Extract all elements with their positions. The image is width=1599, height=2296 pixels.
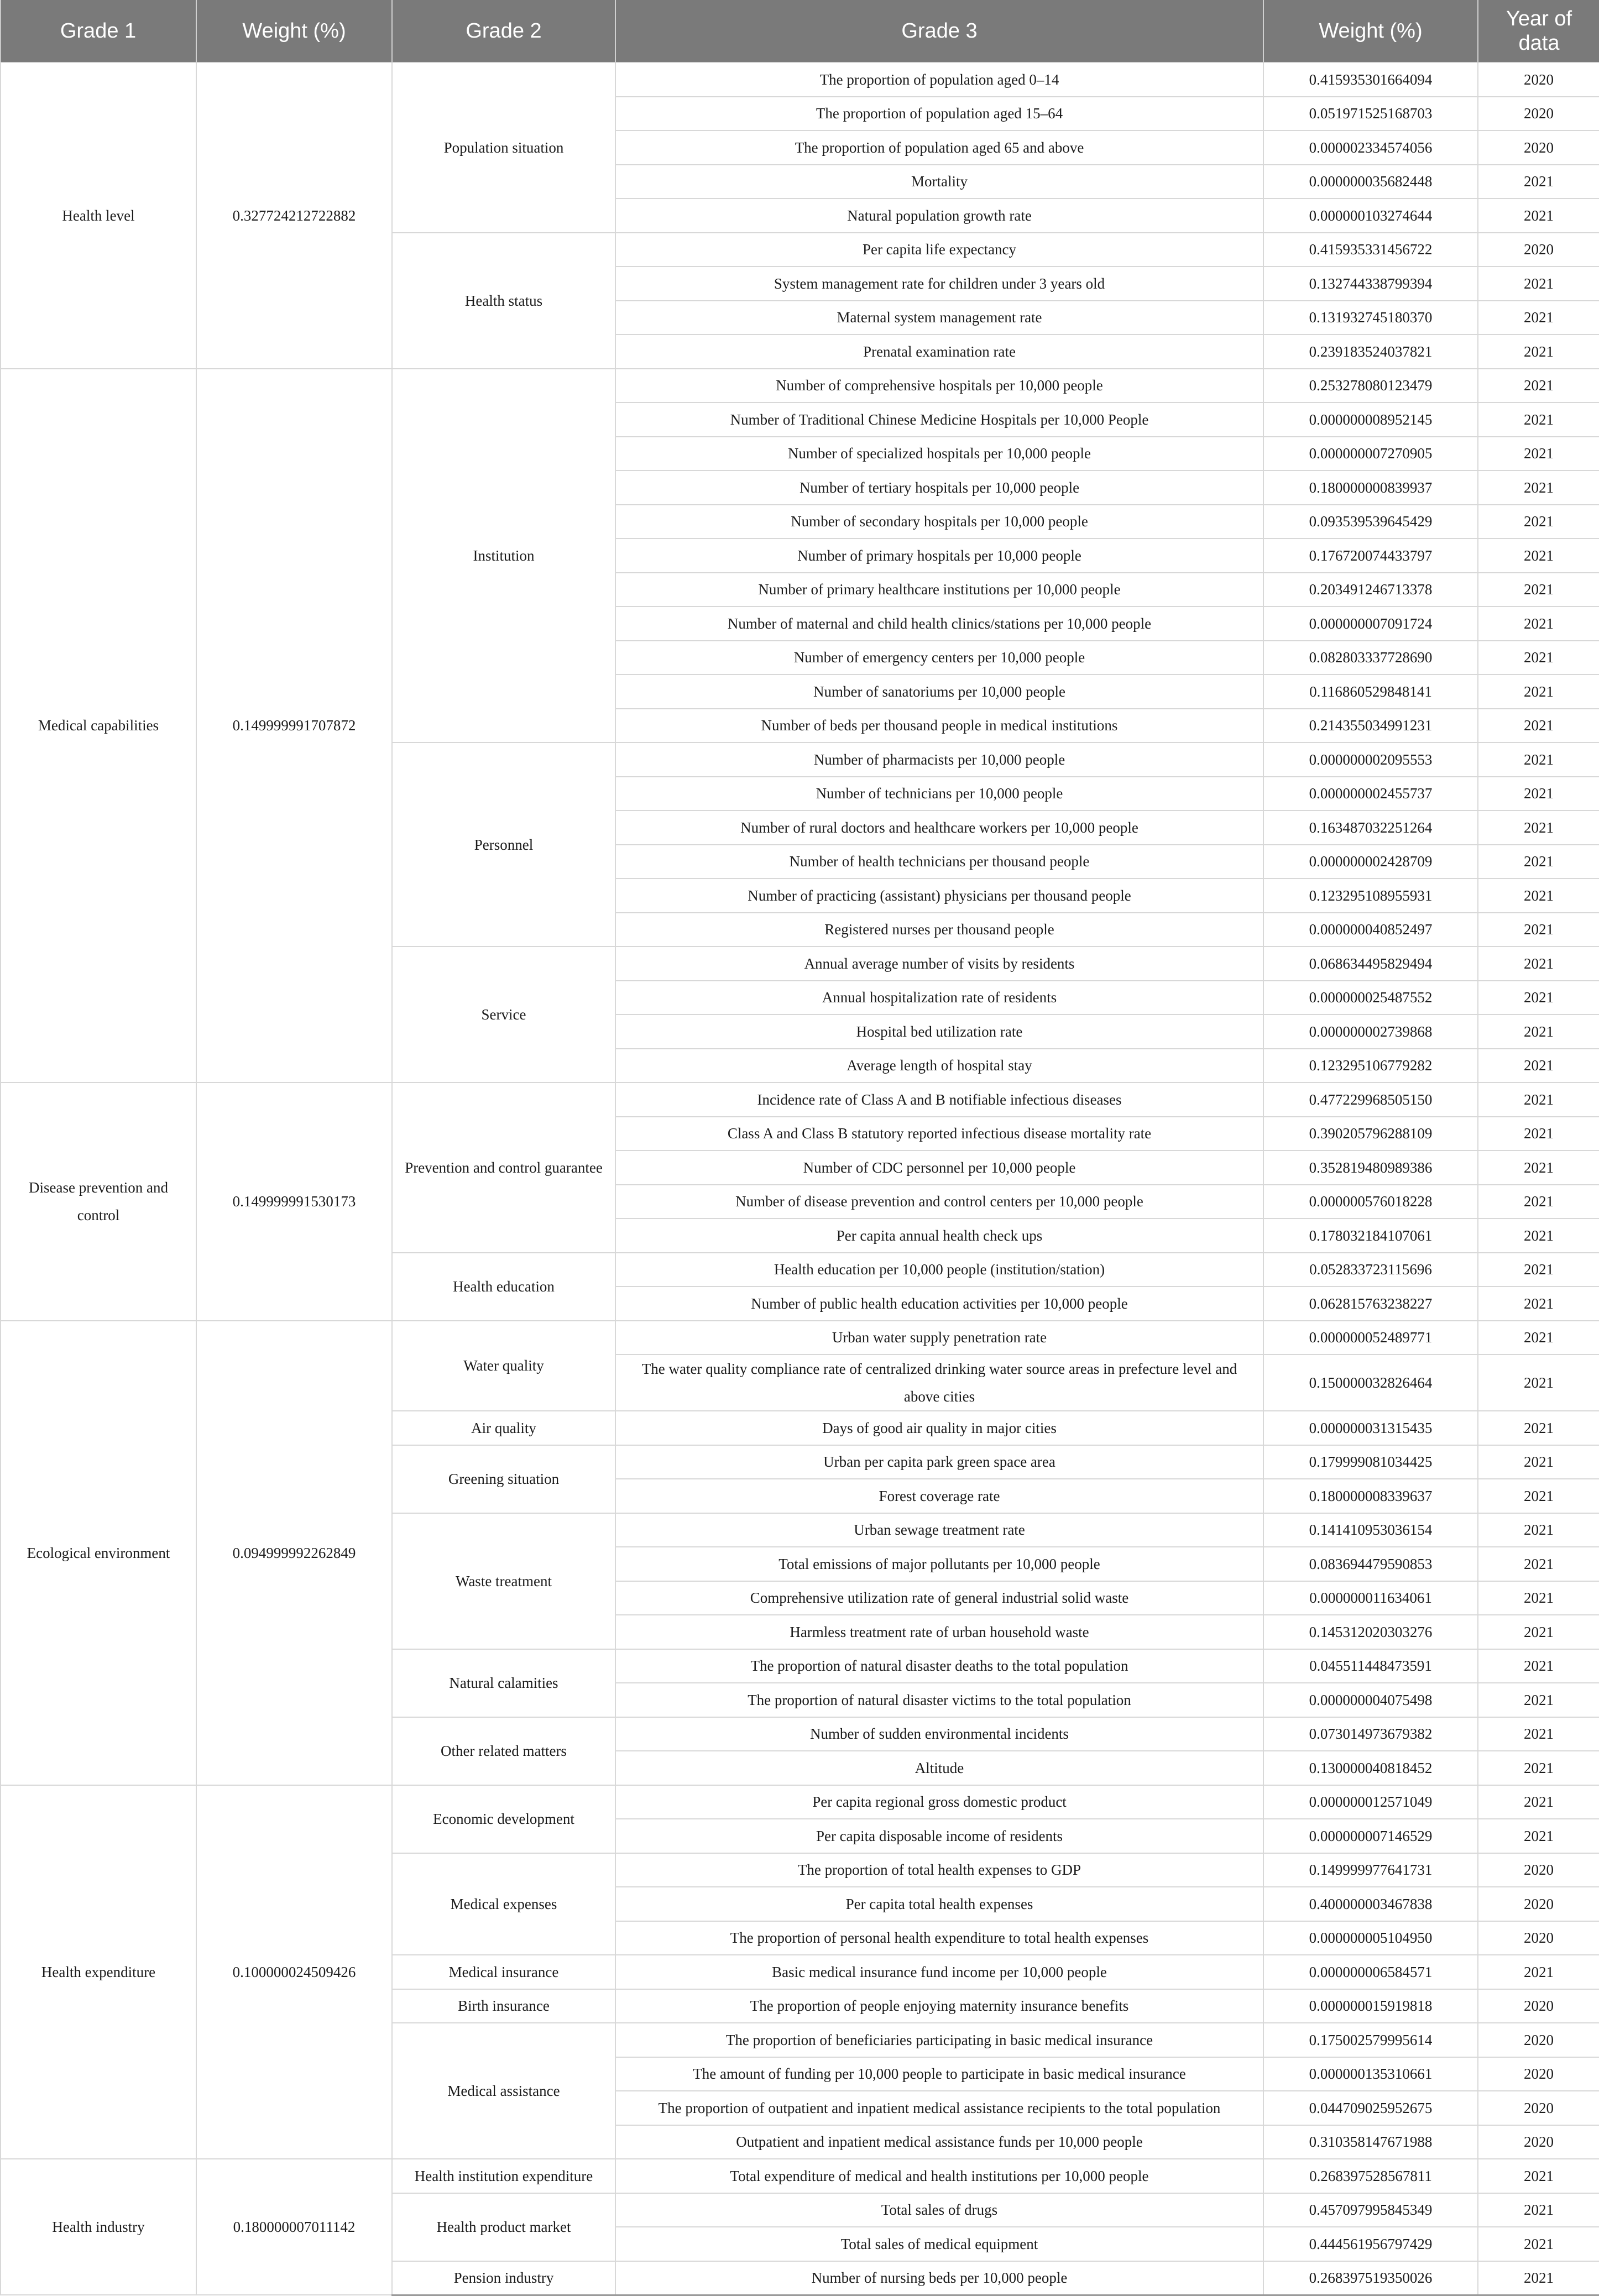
grade3-cell: The water quality compliance rate of centralized drinking water source areas in prefecture level and above cities — [615, 1354, 1263, 1411]
grade3-cell: Days of good air quality in major cities — [615, 1411, 1263, 1445]
grade3-weight-cell: 0.400000003467838 — [1263, 1887, 1478, 1921]
grade3-cell: Number of maternal and child health clinics/stations per 10,000 people — [615, 606, 1263, 641]
grade3-cell: Total expenditure of medical and health institutions per 10,000 people — [615, 2159, 1263, 2193]
grade3-weight-cell: 0.150000032826464 — [1263, 1354, 1478, 1411]
grade3-cell: Class A and Class B statutory reported infectious disease mortality rate — [615, 1117, 1263, 1151]
grade3-weight-cell: 0.000000015919818 — [1263, 1989, 1478, 2023]
year-cell: 2021 — [1478, 1253, 1599, 1287]
year-cell: 2021 — [1478, 946, 1599, 981]
year-cell: 2021 — [1478, 981, 1599, 1015]
year-cell: 2021 — [1478, 1785, 1599, 1819]
year-cell: 2021 — [1478, 1513, 1599, 1547]
year-cell: 2021 — [1478, 1751, 1599, 1785]
grade1-cell: Health expenditure — [1, 1785, 196, 2159]
grade3-cell: Registered nurses per thousand people — [615, 913, 1263, 947]
year-cell: 2021 — [1478, 1411, 1599, 1445]
year-cell: 2020 — [1478, 1989, 1599, 2023]
year-cell: 2021 — [1478, 334, 1599, 369]
grade2-cell: Other related matters — [392, 1717, 615, 1785]
grade3-cell: Number of beds per thousand people in medical institutions — [615, 709, 1263, 743]
grade3-weight-cell: 0.268397519350026 — [1263, 2261, 1478, 2295]
grade3-cell: Per capita disposable income of residents — [615, 1819, 1263, 1853]
grade2-cell: Medical expenses — [392, 1853, 615, 1955]
grade3-cell: The amount of funding per 10,000 people to participate in basic medical insurance — [615, 2057, 1263, 2091]
grade3-weight-cell: 0.132744338799394 — [1263, 266, 1478, 301]
header-weight3: Weight (%) — [1263, 0, 1478, 62]
year-cell: 2021 — [1478, 606, 1599, 641]
grade3-cell: Number of practicing (assistant) physicians per thousand people — [615, 878, 1263, 913]
grade2-cell: Birth insurance — [392, 1989, 615, 2023]
grade3-weight-cell: 0.000000005104950 — [1263, 1921, 1478, 1955]
grade3-cell: Urban per capita park green space area — [615, 1445, 1263, 1479]
grade3-weight-cell: 0.093539539645429 — [1263, 505, 1478, 539]
year-cell: 2021 — [1478, 505, 1599, 539]
grade3-cell: The proportion of natural disaster victims to the total population — [615, 1683, 1263, 1717]
grade3-weight-cell: 0.268397528567811 — [1263, 2159, 1478, 2193]
grade3-weight-cell: 0.444561956797429 — [1263, 2227, 1478, 2261]
grade2-cell: Population situation — [392, 62, 615, 233]
grade3-weight-cell: 0.045511448473591 — [1263, 1649, 1478, 1683]
year-cell: 2021 — [1478, 777, 1599, 811]
year-cell: 2021 — [1478, 573, 1599, 607]
year-cell: 2021 — [1478, 2227, 1599, 2261]
year-cell: 2021 — [1478, 1321, 1599, 1355]
grade3-cell: The proportion of population aged 15–64 — [615, 97, 1263, 131]
grade2-cell: Health product market — [392, 2193, 615, 2261]
year-cell: 2020 — [1478, 2125, 1599, 2159]
grade3-weight-cell: 0.052833723115696 — [1263, 1253, 1478, 1287]
year-cell: 2021 — [1478, 1547, 1599, 1581]
grade3-weight-cell: 0.352819480989386 — [1263, 1150, 1478, 1185]
year-cell: 2020 — [1478, 1921, 1599, 1955]
grade3-cell: Urban sewage treatment rate — [615, 1513, 1263, 1547]
grade3-cell: Number of primary healthcare institutions per 10,000 people — [615, 573, 1263, 607]
grade3-weight-cell: 0.253278080123479 — [1263, 369, 1478, 403]
grade1-cell: Medical capabilities — [1, 369, 196, 1083]
grade3-cell: The proportion of total health expenses to GDP — [615, 1853, 1263, 1887]
year-cell: 2021 — [1478, 1082, 1599, 1117]
year-cell: 2021 — [1478, 2261, 1599, 2295]
grade1-weight-cell: 0.180000007011142 — [196, 2159, 392, 2295]
grade3-cell: Number of sanatoriums per 10,000 people — [615, 674, 1263, 709]
grade3-cell: Per capita annual health check ups — [615, 1218, 1263, 1253]
grade3-weight-cell: 0.000000007091724 — [1263, 606, 1478, 641]
year-cell: 2021 — [1478, 1649, 1599, 1683]
header-grade2: Grade 2 — [392, 0, 615, 62]
grade3-weight-cell: 0.000000052489771 — [1263, 1321, 1478, 1355]
header-year: Year of data — [1478, 0, 1599, 62]
grade3-cell: The proportion of population aged 0–14 — [615, 62, 1263, 97]
grade3-weight-cell: 0.000000040852497 — [1263, 913, 1478, 947]
grade3-weight-cell: 0.123295108955931 — [1263, 878, 1478, 913]
table-row — [1, 1321, 1599, 1355]
grade3-cell: Per capita total health expenses — [615, 1887, 1263, 1921]
grade2-cell: Pension industry — [392, 2261, 615, 2295]
grade2-cell: Personnel — [392, 742, 615, 946]
year-cell: 2021 — [1478, 1117, 1599, 1151]
grade3-weight-cell: 0.175002579995614 — [1263, 2023, 1478, 2057]
table-body — [1, 62, 1599, 2295]
grade3-weight-cell: 0.415935331456722 — [1263, 233, 1478, 267]
table-row — [1, 1082, 1599, 1117]
year-cell: 2021 — [1478, 1445, 1599, 1479]
grade3-weight-cell: 0.000000002455737 — [1263, 777, 1478, 811]
table-row — [1, 369, 1599, 403]
grade3-weight-cell: 0.179999081034425 — [1263, 1445, 1478, 1479]
grade3-weight-cell: 0.051971525168703 — [1263, 97, 1478, 131]
grade3-weight-cell: 0.000002334574056 — [1263, 130, 1478, 165]
grade3-cell: Number of comprehensive hospitals per 10,000 people — [615, 369, 1263, 403]
year-cell: 2021 — [1478, 810, 1599, 845]
year-cell: 2020 — [1478, 2057, 1599, 2091]
year-cell: 2021 — [1478, 1955, 1599, 1989]
grade3-cell: The proportion of people enjoying maternity insurance benefits — [615, 1989, 1263, 2023]
grade2-cell: Institution — [392, 369, 615, 743]
grade3-cell: Number of specialized hospitals per 10,000 people — [615, 437, 1263, 471]
grade3-cell: Number of disease prevention and control centers per 10,000 people — [615, 1185, 1263, 1219]
year-cell: 2021 — [1478, 913, 1599, 947]
grade2-cell: Natural calamities — [392, 1649, 615, 1717]
grade3-weight-cell: 0.000000007146529 — [1263, 1819, 1478, 1853]
grade3-weight-cell: 0.000000002739868 — [1263, 1014, 1478, 1049]
grade2-cell: Service — [392, 946, 615, 1082]
grade3-weight-cell: 0.000000006584571 — [1263, 1955, 1478, 1989]
grade3-weight-cell: 0.457097995845349 — [1263, 2193, 1478, 2227]
grade3-weight-cell: 0.000000011634061 — [1263, 1581, 1478, 1615]
grade3-cell: Number of Traditional Chinese Medicine Hospitals per 10,000 People — [615, 402, 1263, 437]
grade3-cell: Prenatal examination rate — [615, 334, 1263, 369]
year-cell: 2021 — [1478, 2193, 1599, 2227]
year-cell: 2021 — [1478, 1615, 1599, 1649]
grade3-cell: Maternal system management rate — [615, 301, 1263, 335]
grade3-cell: Number of pharmacists per 10,000 people — [615, 742, 1263, 777]
grade3-cell: The proportion of beneficiaries participating in basic medical insurance — [615, 2023, 1263, 2057]
grade1-cell: Health level — [1, 62, 196, 369]
grade3-weight-cell: 0.180000008339637 — [1263, 1479, 1478, 1513]
grade3-cell: The proportion of natural disaster deaths to the total population — [615, 1649, 1263, 1683]
grade3-weight-cell: 0.415935301664094 — [1263, 62, 1478, 97]
grade2-cell: Prevention and control guarantee — [392, 1082, 615, 1253]
grade3-cell: Hospital bed utilization rate — [615, 1014, 1263, 1049]
grade2-cell: Greening situation — [392, 1445, 615, 1513]
grade3-weight-cell: 0.000000035682448 — [1263, 165, 1478, 199]
grade1-weight-cell: 0.094999992262849 — [196, 1321, 392, 1785]
year-cell: 2020 — [1478, 97, 1599, 131]
year-cell: 2021 — [1478, 1819, 1599, 1853]
grade2-cell: Waste treatment — [392, 1513, 615, 1649]
grade3-weight-cell: 0.082803337728690 — [1263, 641, 1478, 675]
grade3-weight-cell: 0.214355034991231 — [1263, 709, 1478, 743]
year-cell: 2021 — [1478, 1014, 1599, 1049]
grade3-cell: Total sales of drugs — [615, 2193, 1263, 2227]
year-cell: 2021 — [1478, 1150, 1599, 1185]
grade3-weight-cell: 0.180000000839937 — [1263, 470, 1478, 505]
grade1-weight-cell: 0.100000024509426 — [196, 1785, 392, 2159]
year-cell: 2021 — [1478, 1717, 1599, 1751]
grade2-cell: Water quality — [392, 1321, 615, 1411]
year-cell: 2021 — [1478, 538, 1599, 573]
year-cell: 2021 — [1478, 1354, 1599, 1411]
grade3-cell: Number of CDC personnel per 10,000 people — [615, 1150, 1263, 1185]
table-row — [1, 62, 1599, 97]
grade1-weight-cell: 0.149999991530173 — [196, 1082, 392, 1321]
year-cell: 2021 — [1478, 437, 1599, 471]
year-cell: 2020 — [1478, 2091, 1599, 2125]
grade2-cell: Medical assistance — [392, 2023, 615, 2159]
year-cell: 2021 — [1478, 1218, 1599, 1253]
grade3-weight-cell: 0.000000135310661 — [1263, 2057, 1478, 2091]
year-cell: 2020 — [1478, 130, 1599, 165]
grade1-cell: Disease prevention and control — [1, 1082, 196, 1321]
grade1-weight-cell: 0.327724212722882 — [196, 62, 392, 369]
grade3-cell: The proportion of personal health expenditure to total health expenses — [615, 1921, 1263, 1955]
grade3-cell: Mortality — [615, 165, 1263, 199]
grade3-weight-cell: 0.477229968505150 — [1263, 1082, 1478, 1117]
grade3-weight-cell: 0.000000008952145 — [1263, 402, 1478, 437]
grade3-cell: Number of secondary hospitals per 10,000 people — [615, 505, 1263, 539]
grade3-cell: Basic medical insurance fund income per 10,000 people — [615, 1955, 1263, 1989]
grade3-weight-cell: 0.000000012571049 — [1263, 1785, 1478, 1819]
year-cell: 2021 — [1478, 709, 1599, 743]
grade3-weight-cell: 0.000000103274644 — [1263, 198, 1478, 233]
grade3-cell: The proportion of outpatient and inpatient medical assistance recipients to the total population — [615, 2091, 1263, 2125]
grade3-cell: Average length of hospital stay — [615, 1049, 1263, 1083]
year-cell: 2021 — [1478, 165, 1599, 199]
grade3-cell: Per capita life expectancy — [615, 233, 1263, 267]
grade3-weight-cell: 0.141410953036154 — [1263, 1513, 1478, 1547]
grade3-cell: Comprehensive utilization rate of general industrial solid waste — [615, 1581, 1263, 1615]
grade3-weight-cell: 0.000000004075498 — [1263, 1683, 1478, 1717]
year-cell: 2021 — [1478, 1286, 1599, 1321]
year-cell: 2021 — [1478, 1049, 1599, 1083]
table-row — [1, 1785, 1599, 1819]
grade2-cell: Economic development — [392, 1785, 615, 1853]
grade1-cell: Health industry — [1, 2159, 196, 2295]
grade3-cell: Number of sudden environmental incidents — [615, 1717, 1263, 1751]
grade3-weight-cell: 0.116860529848141 — [1263, 674, 1478, 709]
grade3-weight-cell: 0.062815763238227 — [1263, 1286, 1478, 1321]
grade3-weight-cell: 0.068634495829494 — [1263, 946, 1478, 981]
grade3-cell: Forest coverage rate — [615, 1479, 1263, 1513]
grade3-weight-cell: 0.083694479590853 — [1263, 1547, 1478, 1581]
grade3-weight-cell: 0.000000007270905 — [1263, 437, 1478, 471]
year-cell: 2021 — [1478, 742, 1599, 777]
year-cell: 2020 — [1478, 233, 1599, 267]
grade3-cell: Annual average number of visits by residents — [615, 946, 1263, 981]
grade3-weight-cell: 0.310358147671988 — [1263, 2125, 1478, 2159]
grade3-cell: Natural population growth rate — [615, 198, 1263, 233]
grade3-weight-cell: 0.123295106779282 — [1263, 1049, 1478, 1083]
year-cell: 2021 — [1478, 845, 1599, 879]
grade3-cell: Per capita regional gross domestic product — [615, 1785, 1263, 1819]
year-cell: 2021 — [1478, 402, 1599, 437]
year-cell: 2021 — [1478, 470, 1599, 505]
grade1-cell: Ecological environment — [1, 1321, 196, 1785]
grade3-weight-cell: 0.000000576018228 — [1263, 1185, 1478, 1219]
year-cell: 2020 — [1478, 2023, 1599, 2057]
table-row — [1, 2159, 1599, 2193]
grade3-cell: Altitude — [615, 1751, 1263, 1785]
grade3-cell: Number of primary hospitals per 10,000 people — [615, 538, 1263, 573]
grade3-weight-cell: 0.176720074433797 — [1263, 538, 1478, 573]
grade3-cell: System management rate for children under 3 years old — [615, 266, 1263, 301]
year-cell: 2021 — [1478, 369, 1599, 403]
grade1-weight-cell: 0.149999991707872 — [196, 369, 392, 1083]
grade3-weight-cell: 0.390205796288109 — [1263, 1117, 1478, 1151]
grade3-cell: Number of health technicians per thousand people — [615, 845, 1263, 879]
year-cell: 2021 — [1478, 674, 1599, 709]
year-cell: 2021 — [1478, 301, 1599, 335]
grade3-cell: Incidence rate of Class A and B notifiable infectious diseases — [615, 1082, 1263, 1117]
grade2-cell: Air quality — [392, 1411, 615, 1445]
grade2-cell: Health education — [392, 1253, 615, 1321]
grade3-cell: Number of tertiary hospitals per 10,000 people — [615, 470, 1263, 505]
year-cell: 2020 — [1478, 1853, 1599, 1887]
year-cell: 2021 — [1478, 878, 1599, 913]
grade3-cell: Number of public health education activities per 10,000 people — [615, 1286, 1263, 1321]
grade3-weight-cell: 0.163487032251264 — [1263, 810, 1478, 845]
header-weight1: Weight (%) — [196, 0, 392, 62]
year-cell: 2020 — [1478, 62, 1599, 97]
grade3-weight-cell: 0.000000002428709 — [1263, 845, 1478, 879]
grade3-cell: Number of technicians per 10,000 people — [615, 777, 1263, 811]
year-cell: 2021 — [1478, 1683, 1599, 1717]
grade3-cell: Harmless treatment rate of urban household waste — [615, 1615, 1263, 1649]
grade3-weight-cell: 0.203491246713378 — [1263, 573, 1478, 607]
year-cell: 2021 — [1478, 2159, 1599, 2193]
year-cell: 2021 — [1478, 266, 1599, 301]
grade3-cell: Outpatient and inpatient medical assistance funds per 10,000 people — [615, 2125, 1263, 2159]
grade3-cell: Total emissions of major pollutants per 10,000 people — [615, 1547, 1263, 1581]
grade3-cell: Total sales of medical equipment — [615, 2227, 1263, 2261]
grade3-cell: Number of nursing beds per 10,000 people — [615, 2261, 1263, 2295]
grade3-cell: Urban water supply penetration rate — [615, 1321, 1263, 1355]
year-cell: 2020 — [1478, 1887, 1599, 1921]
grade3-weight-cell: 0.000000002095553 — [1263, 742, 1478, 777]
grade3-cell: Health education per 10,000 people (institution/station) — [615, 1253, 1263, 1287]
grade3-weight-cell: 0.073014973679382 — [1263, 1717, 1478, 1751]
table-header — [1, 0, 1599, 62]
grade3-weight-cell: 0.000000031315435 — [1263, 1411, 1478, 1445]
year-cell: 2021 — [1478, 1185, 1599, 1219]
header-grade3: Grade 3 — [615, 0, 1263, 62]
grade2-cell: Health institution expenditure — [392, 2159, 615, 2193]
year-cell: 2021 — [1478, 1479, 1599, 1513]
year-cell: 2021 — [1478, 198, 1599, 233]
grade3-weight-cell: 0.000000025487552 — [1263, 981, 1478, 1015]
grade3-cell: Number of emergency centers per 10,000 people — [615, 641, 1263, 675]
grade3-weight-cell: 0.239183524037821 — [1263, 334, 1478, 369]
grade3-weight-cell: 0.131932745180370 — [1263, 301, 1478, 335]
grade2-cell: Health status — [392, 233, 615, 369]
grade3-weight-cell: 0.044709025952675 — [1263, 2091, 1478, 2125]
year-cell: 2021 — [1478, 641, 1599, 675]
grade3-weight-cell: 0.130000040818452 — [1263, 1751, 1478, 1785]
grade3-weight-cell: 0.145312020303276 — [1263, 1615, 1478, 1649]
grade3-weight-cell: 0.178032184107061 — [1263, 1218, 1478, 1253]
grade3-cell: Number of rural doctors and healthcare workers per 10,000 people — [615, 810, 1263, 845]
header-grade1: Grade 1 — [1, 0, 196, 62]
grade2-cell: Medical insurance — [392, 1955, 615, 1989]
grade3-weight-cell: 0.149999977641731 — [1263, 1853, 1478, 1887]
year-cell: 2021 — [1478, 1581, 1599, 1615]
grade3-cell: The proportion of population aged 65 and above — [615, 130, 1263, 165]
grade3-cell: Annual hospitalization rate of residents — [615, 981, 1263, 1015]
